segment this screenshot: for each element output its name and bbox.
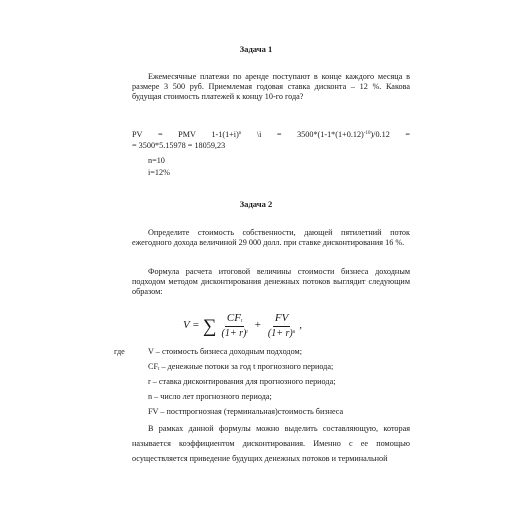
where-label: где (114, 347, 125, 356)
definition-fv: FV – постпрогнозная (терминальная)стоимость бизнеса (148, 407, 344, 416)
task2-title: Задача 2 (239, 199, 273, 209)
sigma-icon: ∑ (202, 315, 217, 337)
definition-cf-text: – денежные потоки за год t прогнозного периода; (159, 362, 334, 371)
eq-term-base: 1-1(1+i) (211, 130, 239, 139)
eq-term (211, 130, 241, 140)
eq-value-base: 3500*(1-1*(1+0.12) (297, 130, 364, 139)
task1-title: Задача 1 (239, 44, 273, 54)
formula-tail: , (299, 319, 302, 332)
fraction-cf-numerator (225, 312, 244, 327)
numerator-cf-sub: t (240, 318, 243, 324)
formula-fraction-fv (266, 312, 297, 340)
task1-result: = 3500*5.15978 = 18059,23 (132, 141, 226, 150)
denominator-fv-exp: n (292, 330, 296, 336)
eq-separator: \i (256, 130, 262, 139)
eq-equals-3: = (405, 130, 410, 139)
dcf-formula (183, 306, 302, 346)
denominator-fv: (1+ r) (267, 328, 293, 340)
formula-fraction-cf (220, 312, 250, 340)
formula-plus: + (254, 319, 261, 332)
eq-pmv: PMV (178, 130, 196, 139)
task2-closing: В рамках данной формулы можно выделить составляющую, которая называется коэффициентом дисконтирования. Именно с ее помощью осуществляется приведение будущих денежных потоков и терминальной (132, 424, 410, 464)
denominator-cf-exp: t (246, 330, 248, 336)
task1-param-i: i=12% (148, 168, 170, 177)
task1-param-n: n=10 (148, 156, 165, 165)
definition-cf-symbol: CF (148, 362, 159, 371)
definition-cf (148, 362, 333, 372)
numerator-cf: CF (226, 311, 241, 324)
fraction-cf-denominator (220, 327, 250, 340)
numerator-fv: FV (273, 312, 290, 327)
eq-equals-1: = (158, 130, 163, 139)
fraction-fv-denominator (266, 327, 297, 340)
formula-equals: = (192, 319, 199, 332)
formula-lhs: V (183, 319, 190, 332)
eq-equals-2: = (276, 130, 282, 139)
definition-cf-sub: t (158, 367, 160, 372)
eq-term-exp: n (238, 131, 242, 136)
denominator-cf: (1+ r) (221, 328, 247, 340)
task2-intro: Формула расчета итоговой величины стоимости бизнеса доходным подходом методом дисконтирования денежных потоков выглядит следующим образом: (132, 267, 410, 296)
definition-n: n – число лет прогнозного периода; (148, 392, 272, 401)
task2-problem: Определите стоимость собственности, дающей пятилетний поток ежегодного дохода величиной 29 000 долл. при ставке дисконтирования 16 %. (132, 228, 410, 247)
eq-value (297, 130, 390, 140)
task1-problem: Ежемесячные платежи по аренде поступают в конце каждого месяца в размере 3 500 руб. Приемлемая годовая ставка дисконта – 12 %. Какова будущая стоимость платежей к концу 10-го года? (132, 72, 410, 101)
task1-equation (132, 130, 410, 140)
eq-value-exp: -10 (363, 131, 371, 136)
definition-v: V – стоимость бизнеса доходным подходом; (148, 347, 302, 356)
eq-pv: PV (132, 130, 143, 139)
eq-value-end: )/0.12 (370, 130, 390, 139)
definition-r: r – ставка дисконтирования для прогнозного периода; (148, 377, 336, 386)
